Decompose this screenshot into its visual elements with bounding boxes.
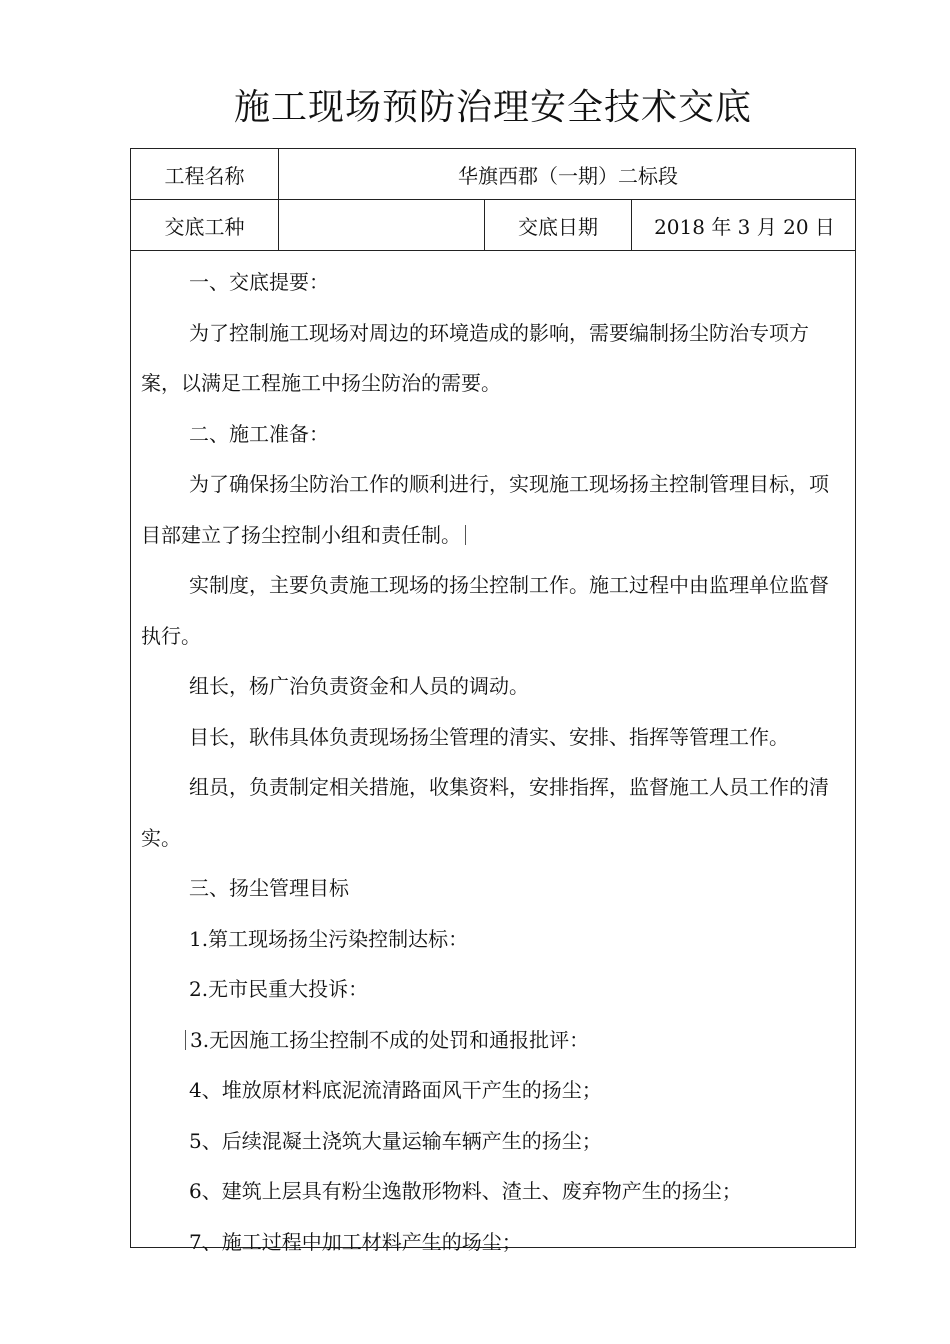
list-item: 6、建筑上层具有粉尘逸散形物料、渣土、废弃物产生的扬尘； xyxy=(189,1179,742,1203)
list-item: 1.第工现场扬尘污染控制达标： xyxy=(189,926,469,951)
project-name-label: 工程名称 xyxy=(131,149,279,199)
section-heading: 二、施工准备： xyxy=(189,421,329,446)
project-name-value: 华旗西郡（一期）二标段 xyxy=(458,163,678,188)
disclosure-form xyxy=(130,148,856,1254)
paragraph: 实制度，主要负责施工现场的扬尘控制工作。施工过程中由监理单位监督执行。 xyxy=(141,573,829,648)
section-heading: 三、扬尘管理目标 xyxy=(189,876,349,900)
project-name-row xyxy=(131,149,855,200)
list-item: 7、施工过程中加工材料产生的场尘； xyxy=(189,1229,522,1254)
text-cursor-mark xyxy=(465,525,466,545)
disclosure-content xyxy=(131,251,855,1267)
date-label: 交底日期 xyxy=(485,200,632,250)
list-item: 5、后续混凝土浇筑大量运输车辆产生的扬尘； xyxy=(189,1128,602,1153)
list-item xyxy=(141,1015,845,1066)
trade-value xyxy=(279,200,485,250)
paragraph: 组员，负责制定相关措施，收集资料，安排指挥，监督施工人员工作的清实。 xyxy=(141,775,829,850)
paragraph: 为了控制施工现场对周边的环境造成的影响，需要编制扬尘防治专项方案，以满足工程施工中扬尘防治的需要。 xyxy=(141,320,809,395)
document-title: 施工现场预防治理安全技术交底 xyxy=(233,87,752,128)
date-value: 2018 年 3 月 20 日 xyxy=(654,214,835,239)
list-item: 4、堆放原材料底泥流清路面风干产生的扬尘； xyxy=(189,1078,602,1102)
paragraph xyxy=(141,459,845,560)
trade-date-row xyxy=(131,200,855,251)
list-item-text: 3.无因施工扬尘控制不成的处罚和通报批评： xyxy=(190,1027,590,1052)
text-cursor-mark xyxy=(185,1030,186,1050)
paragraph: 目长，耿伟具体负责现场扬尘管理的清实、安排、指挥等管理工作。 xyxy=(189,724,789,749)
section-heading: 一、交底提要： xyxy=(189,270,329,294)
paragraph-text: 为了确保扬尘防治工作的顺利进行，实现施工现场扬主控制管理目标，项目部建立了扬尘控制小组和责任制。 xyxy=(141,472,829,547)
trade-label: 交底工种 xyxy=(131,200,279,250)
list-item: 2.无市民重大投诉： xyxy=(189,977,369,1001)
paragraph: 组长，杨广治负责资金和人员的调动。 xyxy=(189,674,529,698)
